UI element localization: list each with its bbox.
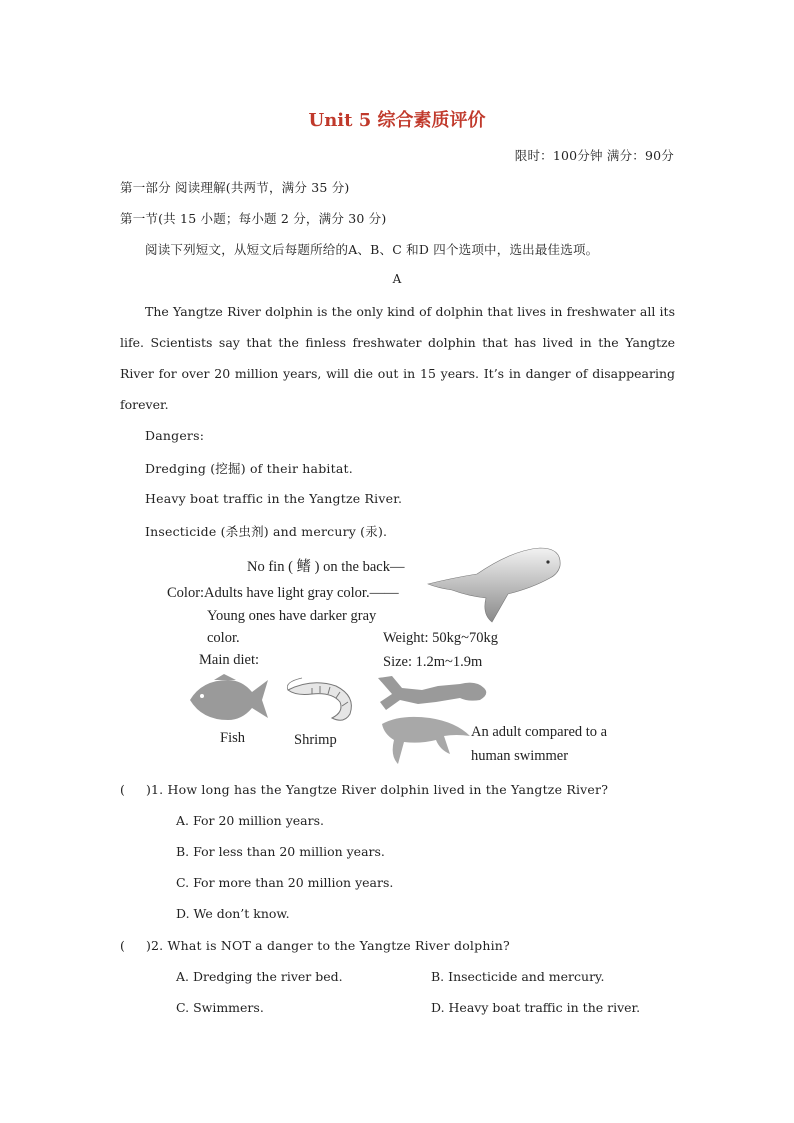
option-2a[interactable]: A. Dredging the river bed.: [176, 969, 343, 984]
no-fin-label: No fin ( 鳍 ) on the back—: [247, 559, 405, 575]
color-label-3: color.: [207, 630, 240, 646]
size-label: Size: 1.2m~1.9m: [383, 654, 483, 670]
fish-label: Fish: [220, 730, 245, 746]
question-1: [120, 782, 608, 797]
time-info: 限时：100分钟 满分：90分: [514, 148, 674, 163]
passage-label: A: [392, 272, 402, 286]
question-text: 1. How long has the Yangtze River dolphin lived in the Yangtze River?: [151, 782, 609, 797]
section-heading: 第一节(共 15 小题；每小题 2 分，满分 30 分): [120, 211, 387, 226]
compare-label-2: human swimmer: [471, 748, 569, 764]
option-1b[interactable]: B. For less than 20 million years.: [176, 844, 385, 859]
dolphin-icon: [422, 544, 572, 628]
passage-paragraph: The Yangtze River dolphin is the only kind of dolphin that lives in freshwater all its life. Scientists say that the finless freshwater dolphin that has lived in the Yangtze River for over 20 million years, will die out in 15 years. It’s in danger of disappearing forever.: [120, 304, 675, 412]
option-1c[interactable]: C. For more than 20 million years.: [176, 875, 394, 890]
weight-label: Weight: 50kg~70kg: [383, 630, 499, 646]
swimmer-icon: [376, 672, 492, 714]
danger-item: Dredging (挖掘) of their habitat.: [145, 461, 353, 476]
option-2b[interactable]: B. Insecticide and mercury.: [431, 969, 605, 984]
diet-label: Main diet:: [199, 652, 260, 668]
answer-bracket[interactable]: ( ): [120, 938, 152, 953]
dolphin-figure: [150, 548, 650, 773]
question-2: [120, 938, 510, 953]
option-2c[interactable]: C. Swimmers.: [176, 1000, 264, 1015]
part-heading: 第一部分 阅读理解(共两节，满分 35 分): [120, 180, 350, 195]
option-1d[interactable]: D. We don’t know.: [176, 906, 290, 921]
color-label-2: Young ones have darker gray: [207, 608, 377, 624]
compare-label-1: An adult compared to a: [471, 724, 608, 740]
dangers-heading: Dangers:: [145, 428, 205, 443]
option-1a[interactable]: A. For 20 million years.: [176, 813, 324, 828]
answer-bracket[interactable]: ( ): [120, 782, 152, 797]
shrimp-icon: [282, 676, 360, 726]
instruction: 阅读下列短文，从短文后每题所给的A、B、C 和D 四个选项中，选出最佳选项。: [145, 242, 599, 257]
option-2d[interactable]: D. Heavy boat traffic in the river.: [431, 1000, 641, 1015]
danger-item: Heavy boat traffic in the Yangtze River.: [145, 491, 403, 506]
shrimp-label: Shrimp: [294, 732, 337, 748]
page-title: Unit 5 综合素质评价: [308, 110, 486, 131]
danger-item: Insecticide (杀虫剂) and mercury (汞).: [145, 524, 388, 539]
color-label-1: Color:Adults have light gray color.——: [167, 585, 399, 601]
fish-icon: [188, 674, 270, 724]
question-text: 2. What is NOT a danger to the Yangtze River dolphin?: [151, 938, 510, 953]
adult-dolphin-icon: [380, 714, 472, 770]
